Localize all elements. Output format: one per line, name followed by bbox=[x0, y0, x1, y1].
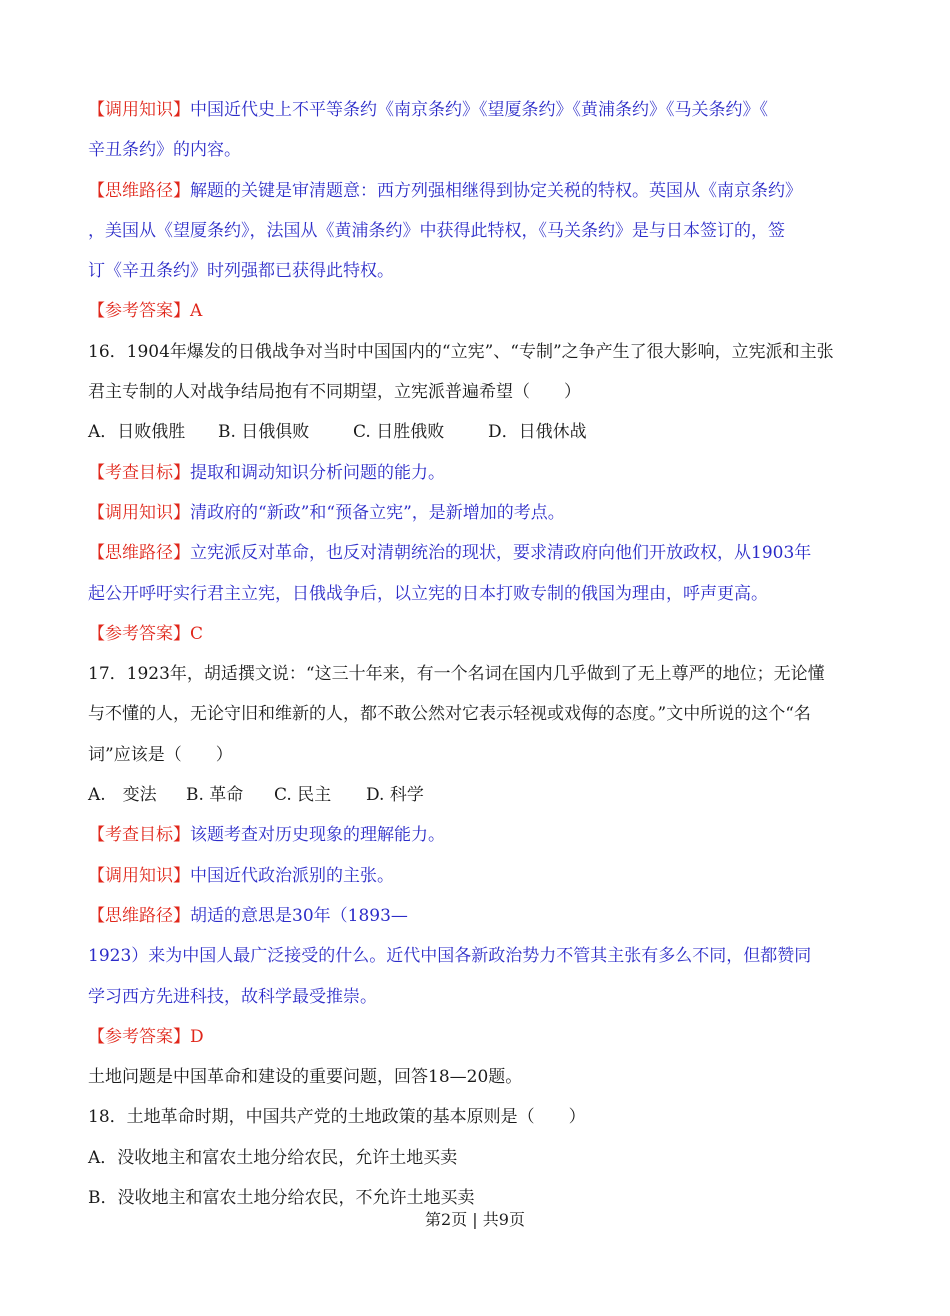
q18-option-b: B．没收地主和富农土地分给农民，不允许土地买卖 bbox=[88, 1188, 475, 1209]
kaocha-tag: 【考查目标】 bbox=[88, 462, 190, 483]
siwei-text: 解题的关键是审清题意：西方列强相继得到协定关税的特权。英国从《南京条约》 bbox=[190, 180, 802, 201]
q16-option-c: C. 日胜俄败 bbox=[353, 422, 445, 443]
q17-option-d: D. 科学 bbox=[366, 785, 424, 806]
q16-option-a: A．日败俄胜 bbox=[88, 422, 186, 443]
answer-tag: 【参考答案】 bbox=[88, 1026, 190, 1047]
q17-kaocha-line bbox=[88, 815, 868, 855]
siwei-text: 胡适的意思是30年（1893— bbox=[190, 905, 408, 926]
q16-option-d: D．日俄休战 bbox=[488, 422, 587, 443]
q17-stem-line-1: 17．1923年，胡适撰文说：“这三十年来，有一个名词在国内几乎做到了无上尊严的地位；无论懂 bbox=[88, 664, 825, 685]
q15-siwei-line-3: 订《辛丑条约》时列强都已获得此特权。 bbox=[88, 261, 394, 282]
q16-option-b: B. 日俄俱败 bbox=[218, 422, 310, 443]
q17-tiaoyong-line bbox=[88, 856, 868, 896]
q17-stem-line-2: 与不懂的人，无论守旧和维新的人，都不敢公然对它表示轻视或戏侮的态度。”文中所说的这个“名 bbox=[88, 704, 811, 725]
tiaoyong-tag: 【调用知识】 bbox=[88, 865, 190, 886]
tiaoyong-text: 中国近代史上不平等条约《南京条约》《望厦条约》《黄浦条约》《马关条约》《 bbox=[190, 100, 768, 120]
tiaoyong-text: 中国近代政治派别的主张。 bbox=[190, 865, 394, 886]
q17-siwei-line-1 bbox=[88, 896, 868, 936]
tiaoyong-text: 清政府的“新政”和“预备立宪”，是新增加的考点。 bbox=[190, 502, 565, 523]
q15-tiaoyong-line-2: 辛丑条约》的内容。 bbox=[88, 140, 241, 161]
q17-options bbox=[88, 775, 868, 815]
answer-tag: 【参考答案】 bbox=[88, 623, 190, 644]
q18-stem: 18．土地革命时期，中国共产党的土地政策的基本原则是（ ） bbox=[88, 1107, 586, 1128]
q15-tiaoyong-line-1 bbox=[88, 90, 868, 130]
page-content bbox=[88, 90, 868, 1218]
answer-value: D bbox=[190, 1026, 204, 1047]
q15-answer-line bbox=[88, 291, 868, 331]
answer-tag: 【参考答案】 bbox=[88, 301, 190, 322]
q16-tiaoyong-line bbox=[88, 493, 868, 533]
kaocha-text: 提取和调动知识分析问题的能力。 bbox=[190, 462, 445, 483]
q16-options bbox=[88, 412, 868, 452]
q16-answer-line bbox=[88, 614, 868, 654]
page-footer: 第2页 | 共9页 bbox=[425, 1210, 525, 1229]
siwei-tag: 【思维路径】 bbox=[88, 180, 190, 201]
answer-value: C bbox=[190, 623, 204, 644]
q17-stem-line-3: 词”应该是（ ） bbox=[88, 744, 233, 765]
q17-siwei-line-2: 1923）来为中国人最广泛接受的什么。近代中国各新政治势力不管其主张有多么不同，但都赞同 bbox=[88, 946, 812, 967]
tiaoyong-tag: 【调用知识】 bbox=[88, 100, 190, 120]
kaocha-text: 该题考查对历史现象的理解能力。 bbox=[190, 825, 445, 846]
kaocha-tag: 【考查目标】 bbox=[88, 825, 190, 846]
tiaoyong-tag: 【调用知识】 bbox=[88, 502, 190, 523]
q16-stem-line-2: 君主专制的人对战争结局抱有不同期望，立宪派普遍希望（ ） bbox=[88, 382, 581, 403]
q16-kaocha-line bbox=[88, 453, 868, 493]
q17-option-c: C. 民主 bbox=[274, 785, 332, 806]
q16-stem-line-1: 16．1904年爆发的日俄战争对当时中国国内的“立宪”、“专制”之争产生了很大影响，立宪派和主张 bbox=[88, 341, 834, 362]
section-intro: 土地问题是中国革命和建设的重要问题，回答18—20题。 bbox=[88, 1067, 523, 1088]
q18-option-a: A．没收地主和富农土地分给农民，允许土地买卖 bbox=[88, 1147, 458, 1168]
siwei-tag: 【思维路径】 bbox=[88, 543, 190, 564]
q15-siwei-line-1 bbox=[88, 171, 868, 211]
siwei-text: 立宪派反对革命，也反对清朝统治的现状，要求清政府向他们开放政权，从1903年 bbox=[190, 543, 812, 564]
q17-siwei-line-3: 学习西方先进科技，故科学最受推崇。 bbox=[88, 986, 377, 1007]
q17-answer-line bbox=[88, 1017, 868, 1057]
q16-siwei-line-2: 起公开呼吁实行君主立宪，日俄战争后，以立宪的日本打败专制的俄国为理由，呼声更高。 bbox=[88, 583, 768, 604]
siwei-tag: 【思维路径】 bbox=[88, 905, 190, 926]
q16-siwei-line-1 bbox=[88, 533, 868, 573]
answer-value: A bbox=[190, 301, 203, 322]
q15-siwei-line-2: ，美国从《望厦条约》，法国从《黄浦条约》中获得此特权，《马关条约》是与日本签订的，签 bbox=[88, 220, 785, 241]
q17-option-b: B. 革命 bbox=[186, 785, 244, 806]
q17-option-a: A. 变法 bbox=[88, 785, 157, 806]
